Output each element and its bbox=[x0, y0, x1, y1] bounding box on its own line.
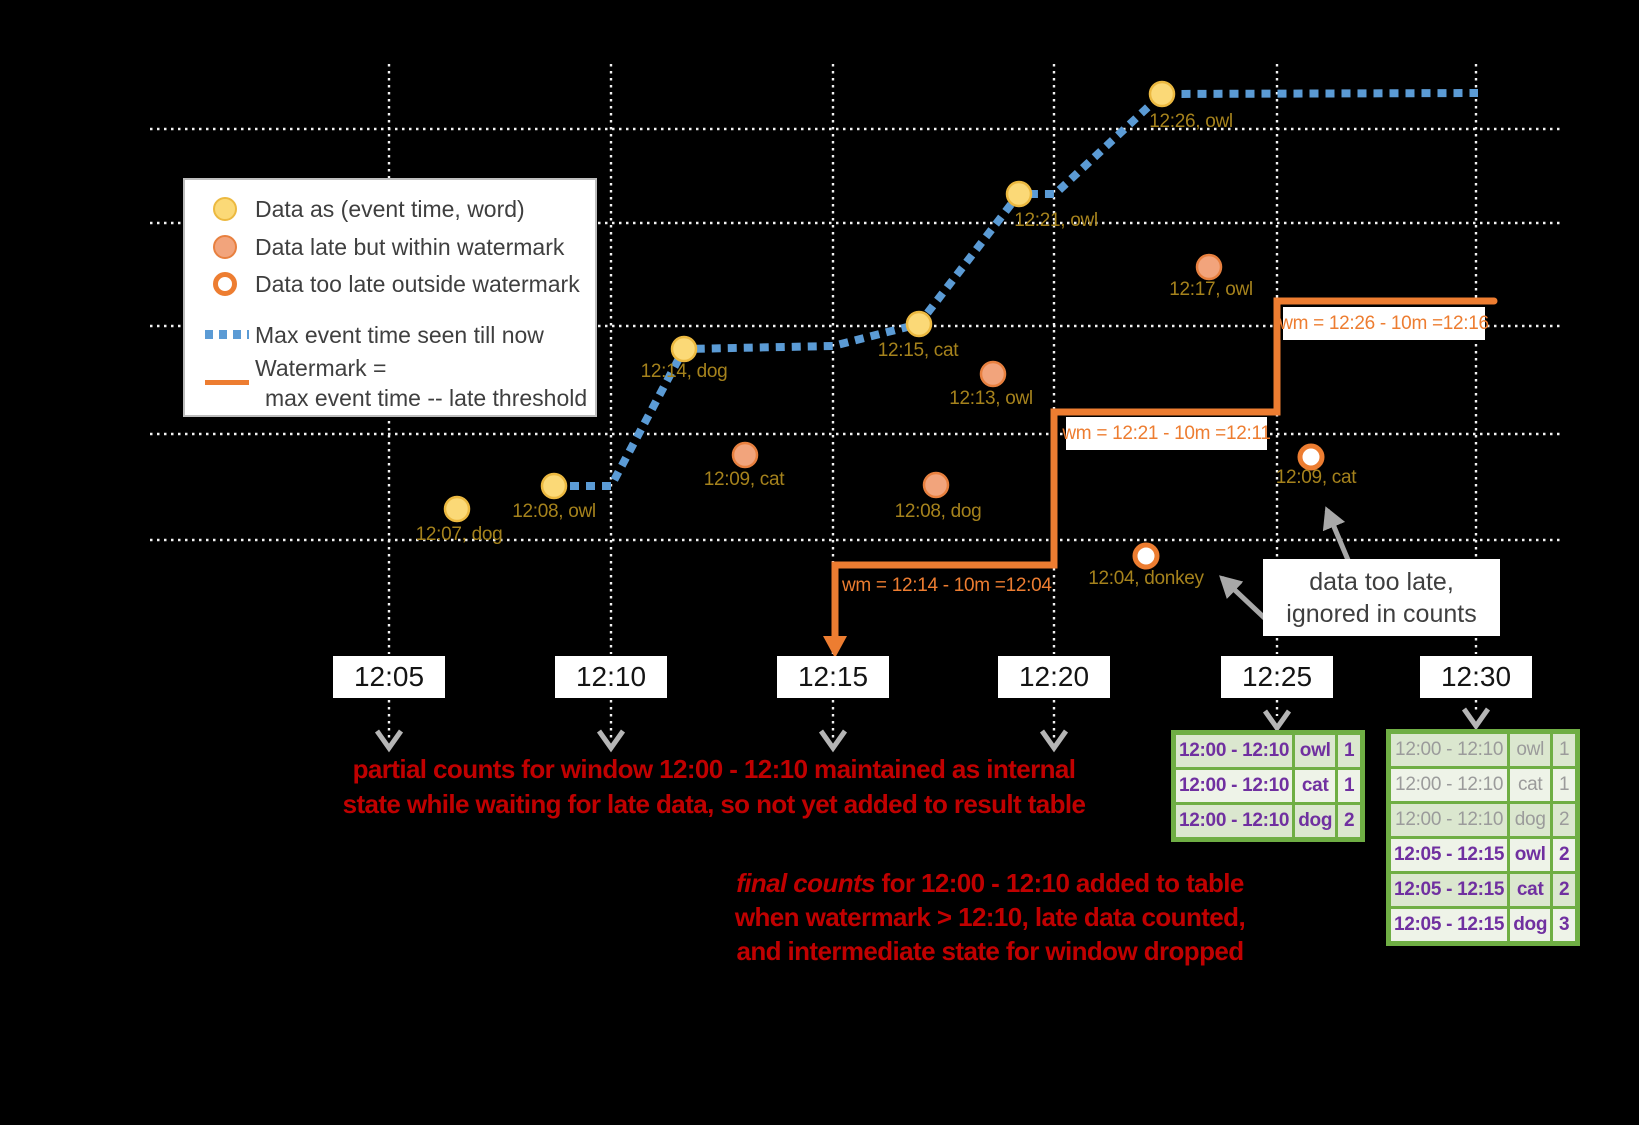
word-cell: cat bbox=[1510, 769, 1550, 801]
word-cell: owl bbox=[1510, 734, 1550, 766]
count-cell: 2 bbox=[1553, 804, 1575, 836]
final-counts-note bbox=[718, 866, 1262, 968]
point-label: 12:04, donkey bbox=[1088, 568, 1204, 589]
count-cell: 1 bbox=[1338, 735, 1360, 767]
window-cell: 12:00 - 12:10 bbox=[1391, 769, 1507, 801]
on-time-legend-icon bbox=[213, 197, 237, 221]
word-cell: dog bbox=[1510, 909, 1550, 941]
partial-counts-note-line2: state while waiting for late data, so not yet added to result table bbox=[342, 789, 1086, 819]
window-cell: 12:05 - 12:15 bbox=[1391, 909, 1507, 941]
table-row bbox=[1391, 734, 1575, 766]
axis-tick-12-25: 12:25 bbox=[1221, 656, 1333, 698]
point-12-15-cat bbox=[907, 312, 931, 336]
point-label: 12:14, dog bbox=[640, 361, 728, 382]
table-row bbox=[1391, 839, 1575, 871]
too-late-points bbox=[1135, 446, 1322, 567]
too-late-callout-line1: data too late, bbox=[1309, 567, 1454, 596]
axis-tick-12-10: 12:10 bbox=[555, 656, 667, 698]
point-12-04-donkey bbox=[1135, 545, 1157, 567]
count-cell: 1 bbox=[1553, 734, 1575, 766]
watermark-label-3: wm = 12:26 - 10m =12:16 bbox=[1279, 312, 1489, 334]
point-label: 12:09, cat bbox=[1275, 467, 1357, 488]
too-late-callout bbox=[1263, 559, 1500, 636]
watermark-label-2-box bbox=[1062, 417, 1271, 450]
window-cell: 12:00 - 12:10 bbox=[1176, 805, 1292, 837]
legend-item-label: Max event time seen till now bbox=[255, 322, 544, 348]
table-row bbox=[1391, 909, 1575, 941]
point-12-08-dog bbox=[924, 473, 948, 497]
table-row bbox=[1176, 735, 1360, 767]
table-row bbox=[1391, 804, 1575, 836]
watermark-label-3-box bbox=[1279, 307, 1489, 340]
window-cell: 12:00 - 12:10 bbox=[1176, 770, 1292, 802]
point-12-09-cat bbox=[733, 443, 757, 467]
legend-item-label: Watermark = bbox=[255, 355, 387, 381]
point-12-17-owl bbox=[1197, 255, 1221, 279]
table-row bbox=[1176, 805, 1360, 837]
count-cell: 3 bbox=[1553, 909, 1575, 941]
legend-item-label: Data late but within watermark bbox=[255, 234, 565, 260]
too-late-legend-icon bbox=[213, 272, 237, 296]
count-cell: 2 bbox=[1338, 805, 1360, 837]
count-cell: 2 bbox=[1553, 839, 1575, 871]
point-label: 12:07, dog bbox=[415, 524, 503, 545]
point-label: 12:08, dog bbox=[894, 501, 982, 522]
legend-item-label: Data too late outside watermark bbox=[255, 271, 580, 297]
final-counts-rest: for 12:00 - 12:10 added to table bbox=[874, 868, 1244, 898]
axis-tick-12-05: 12:05 bbox=[333, 656, 445, 698]
window-cell: 12:00 - 12:10 bbox=[1176, 735, 1292, 767]
point-12-14-dog bbox=[672, 337, 696, 361]
point-label: 12:26, owl bbox=[1149, 111, 1233, 132]
max-event-time-legend-icon bbox=[205, 330, 249, 339]
window-cell: 12:05 - 12:15 bbox=[1391, 874, 1507, 906]
too-late-arrow-cat bbox=[1327, 510, 1348, 560]
point-label: 12:17, owl bbox=[1169, 279, 1253, 300]
point-12-09-cat-late bbox=[1300, 446, 1322, 468]
point-label: 12:09, cat bbox=[703, 469, 785, 490]
axis-tick-12-20: 12:20 bbox=[998, 656, 1110, 698]
table-row bbox=[1176, 770, 1360, 802]
table-row bbox=[1391, 874, 1575, 906]
point-12-21-owl bbox=[1007, 182, 1031, 206]
count-cell: 1 bbox=[1338, 770, 1360, 802]
point-12-07-dog bbox=[445, 497, 469, 521]
legend bbox=[183, 178, 597, 417]
partial-counts-note bbox=[328, 752, 1100, 822]
final-counts-note-line3: and intermediate state for window dropped bbox=[736, 936, 1244, 966]
point-label: 12:21, owl bbox=[1014, 210, 1098, 231]
legend-item-label: Data as (event time, word) bbox=[255, 196, 525, 222]
word-cell: cat bbox=[1510, 874, 1550, 906]
watermark-arrowhead bbox=[823, 636, 847, 658]
point-12-26-owl bbox=[1150, 82, 1174, 106]
watermark-legend-icon bbox=[205, 380, 249, 385]
late-legend-icon bbox=[213, 235, 237, 259]
point-label: 12:13, owl bbox=[949, 388, 1033, 409]
word-cell: cat bbox=[1295, 770, 1335, 802]
word-cell: owl bbox=[1510, 839, 1550, 871]
late-within-watermark-points bbox=[733, 255, 1221, 497]
too-late-callout-line2: ignored in counts bbox=[1286, 599, 1477, 628]
table-row bbox=[1391, 769, 1575, 801]
window-cell: 12:00 - 12:10 bbox=[1391, 804, 1507, 836]
partial-counts-note-line1: partial counts for window 12:00 - 12:10 maintained as internal bbox=[352, 754, 1076, 784]
point-12-08-owl bbox=[542, 474, 566, 498]
window-cell: 12:05 - 12:15 bbox=[1391, 839, 1507, 871]
word-cell: dog bbox=[1295, 805, 1335, 837]
word-cell: dog bbox=[1510, 804, 1550, 836]
point-12-13-owl bbox=[981, 362, 1005, 386]
legend-item-label-line2: max event time -- late threshold bbox=[265, 385, 588, 411]
axis-tick-12-15: 12:15 bbox=[777, 656, 889, 698]
count-cell: 2 bbox=[1553, 874, 1575, 906]
final-counts-note-line1 bbox=[718, 866, 1262, 900]
result-table-final bbox=[1386, 729, 1580, 946]
max-event-time-line bbox=[554, 93, 1478, 486]
final-counts-note-line2: when watermark > 12:10, late data counted, bbox=[734, 902, 1246, 932]
window-cell: 12:00 - 12:10 bbox=[1391, 734, 1507, 766]
point-label: 12:15, cat bbox=[877, 340, 959, 361]
watermark-label-1: wm = 12:14 - 10m =12:04 bbox=[842, 575, 1052, 596]
count-cell: 1 bbox=[1553, 769, 1575, 801]
word-cell: owl bbox=[1295, 735, 1335, 767]
result-table-partial bbox=[1171, 730, 1365, 842]
watermark-label-2: wm = 12:21 - 10m =12:11 bbox=[1062, 422, 1271, 444]
point-label: 12:08, owl bbox=[512, 501, 596, 522]
axis-tick-12-30: 12:30 bbox=[1420, 656, 1532, 698]
final-counts-emphasis: final counts bbox=[736, 868, 875, 898]
